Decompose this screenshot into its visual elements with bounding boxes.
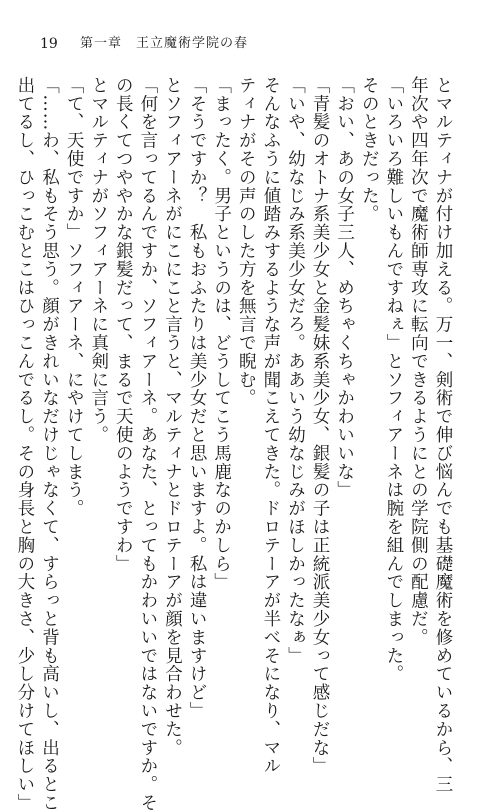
text-line: 「そうですか？ 私もおふたりは美少女だと思いますよ。私は違いますけど」: [187, 76, 208, 720]
text-line: とソフィアーネがにこにこと言うと、マルティナとドロテーアが顔を見合わせた。: [162, 76, 183, 757]
page-header: [0, 0, 500, 60]
body-text: [14, 76, 455, 812]
text-line: 年次や四年次で魔術師専攻に転向できるようにとの学院側の配慮だ。: [408, 76, 429, 647]
page-number: 19: [40, 36, 58, 52]
text-line: とマルティナが付け加える。万一、剣術で伸び悩んでも基礎魔術を修めているから、三: [433, 76, 453, 794]
text-line: 「て、天使ですか」ソフィアーネ、にやけてしまう。: [64, 76, 85, 518]
text-line: 「まったく。男子というのは、どうしてこう馬鹿なのかしら」: [211, 76, 232, 592]
running-head: 第一章 王立魔術学院の春: [80, 36, 249, 51]
text-line: とマルティナがソフィアーネに真剣に言う。: [88, 76, 109, 444]
text-line: の長くてつややかな銀髪だって、まるで天使のようですわ」: [113, 76, 134, 573]
text-line: 「いや、幼なじみ系美少女だろ。ああいう幼なじみがほしかったなぁ」: [285, 76, 306, 665]
text-line: 「おい、あの女子三人、めちゃくちゃかわいいな」: [334, 76, 355, 500]
text-line: 「……わ、私もそう思う。顔がきれいなだけじゃなくて、すらっと背も高いし、出るとこ: [39, 76, 60, 812]
text-line: そのときだった。: [359, 76, 380, 224]
text-line: 「いろいろ難しいもんですねぇ」とソフィアーネは腕を組んでしまった。: [383, 76, 404, 684]
text-line: 「青髪のオトナ系美少女と金髪妹系美少女、銀髪の子は正統派美少女って感じだな」: [310, 76, 331, 776]
text-line: 「何を言ってるんですか、ソフィアーネ。あなた、とってもかわいいではないですか。そ: [137, 76, 158, 812]
text-line: そんなふうに値踏みするような声が聞こえてきた。ドロテーアが半べそになり、マル: [260, 76, 281, 776]
text-line: ティナがその声のした方を無言で睨む。: [236, 76, 257, 408]
text-line: 出てるし、ひっこむとこはひっこんでるし。その身長と胸の大きさ、少し分けてほしい」: [14, 76, 35, 812]
